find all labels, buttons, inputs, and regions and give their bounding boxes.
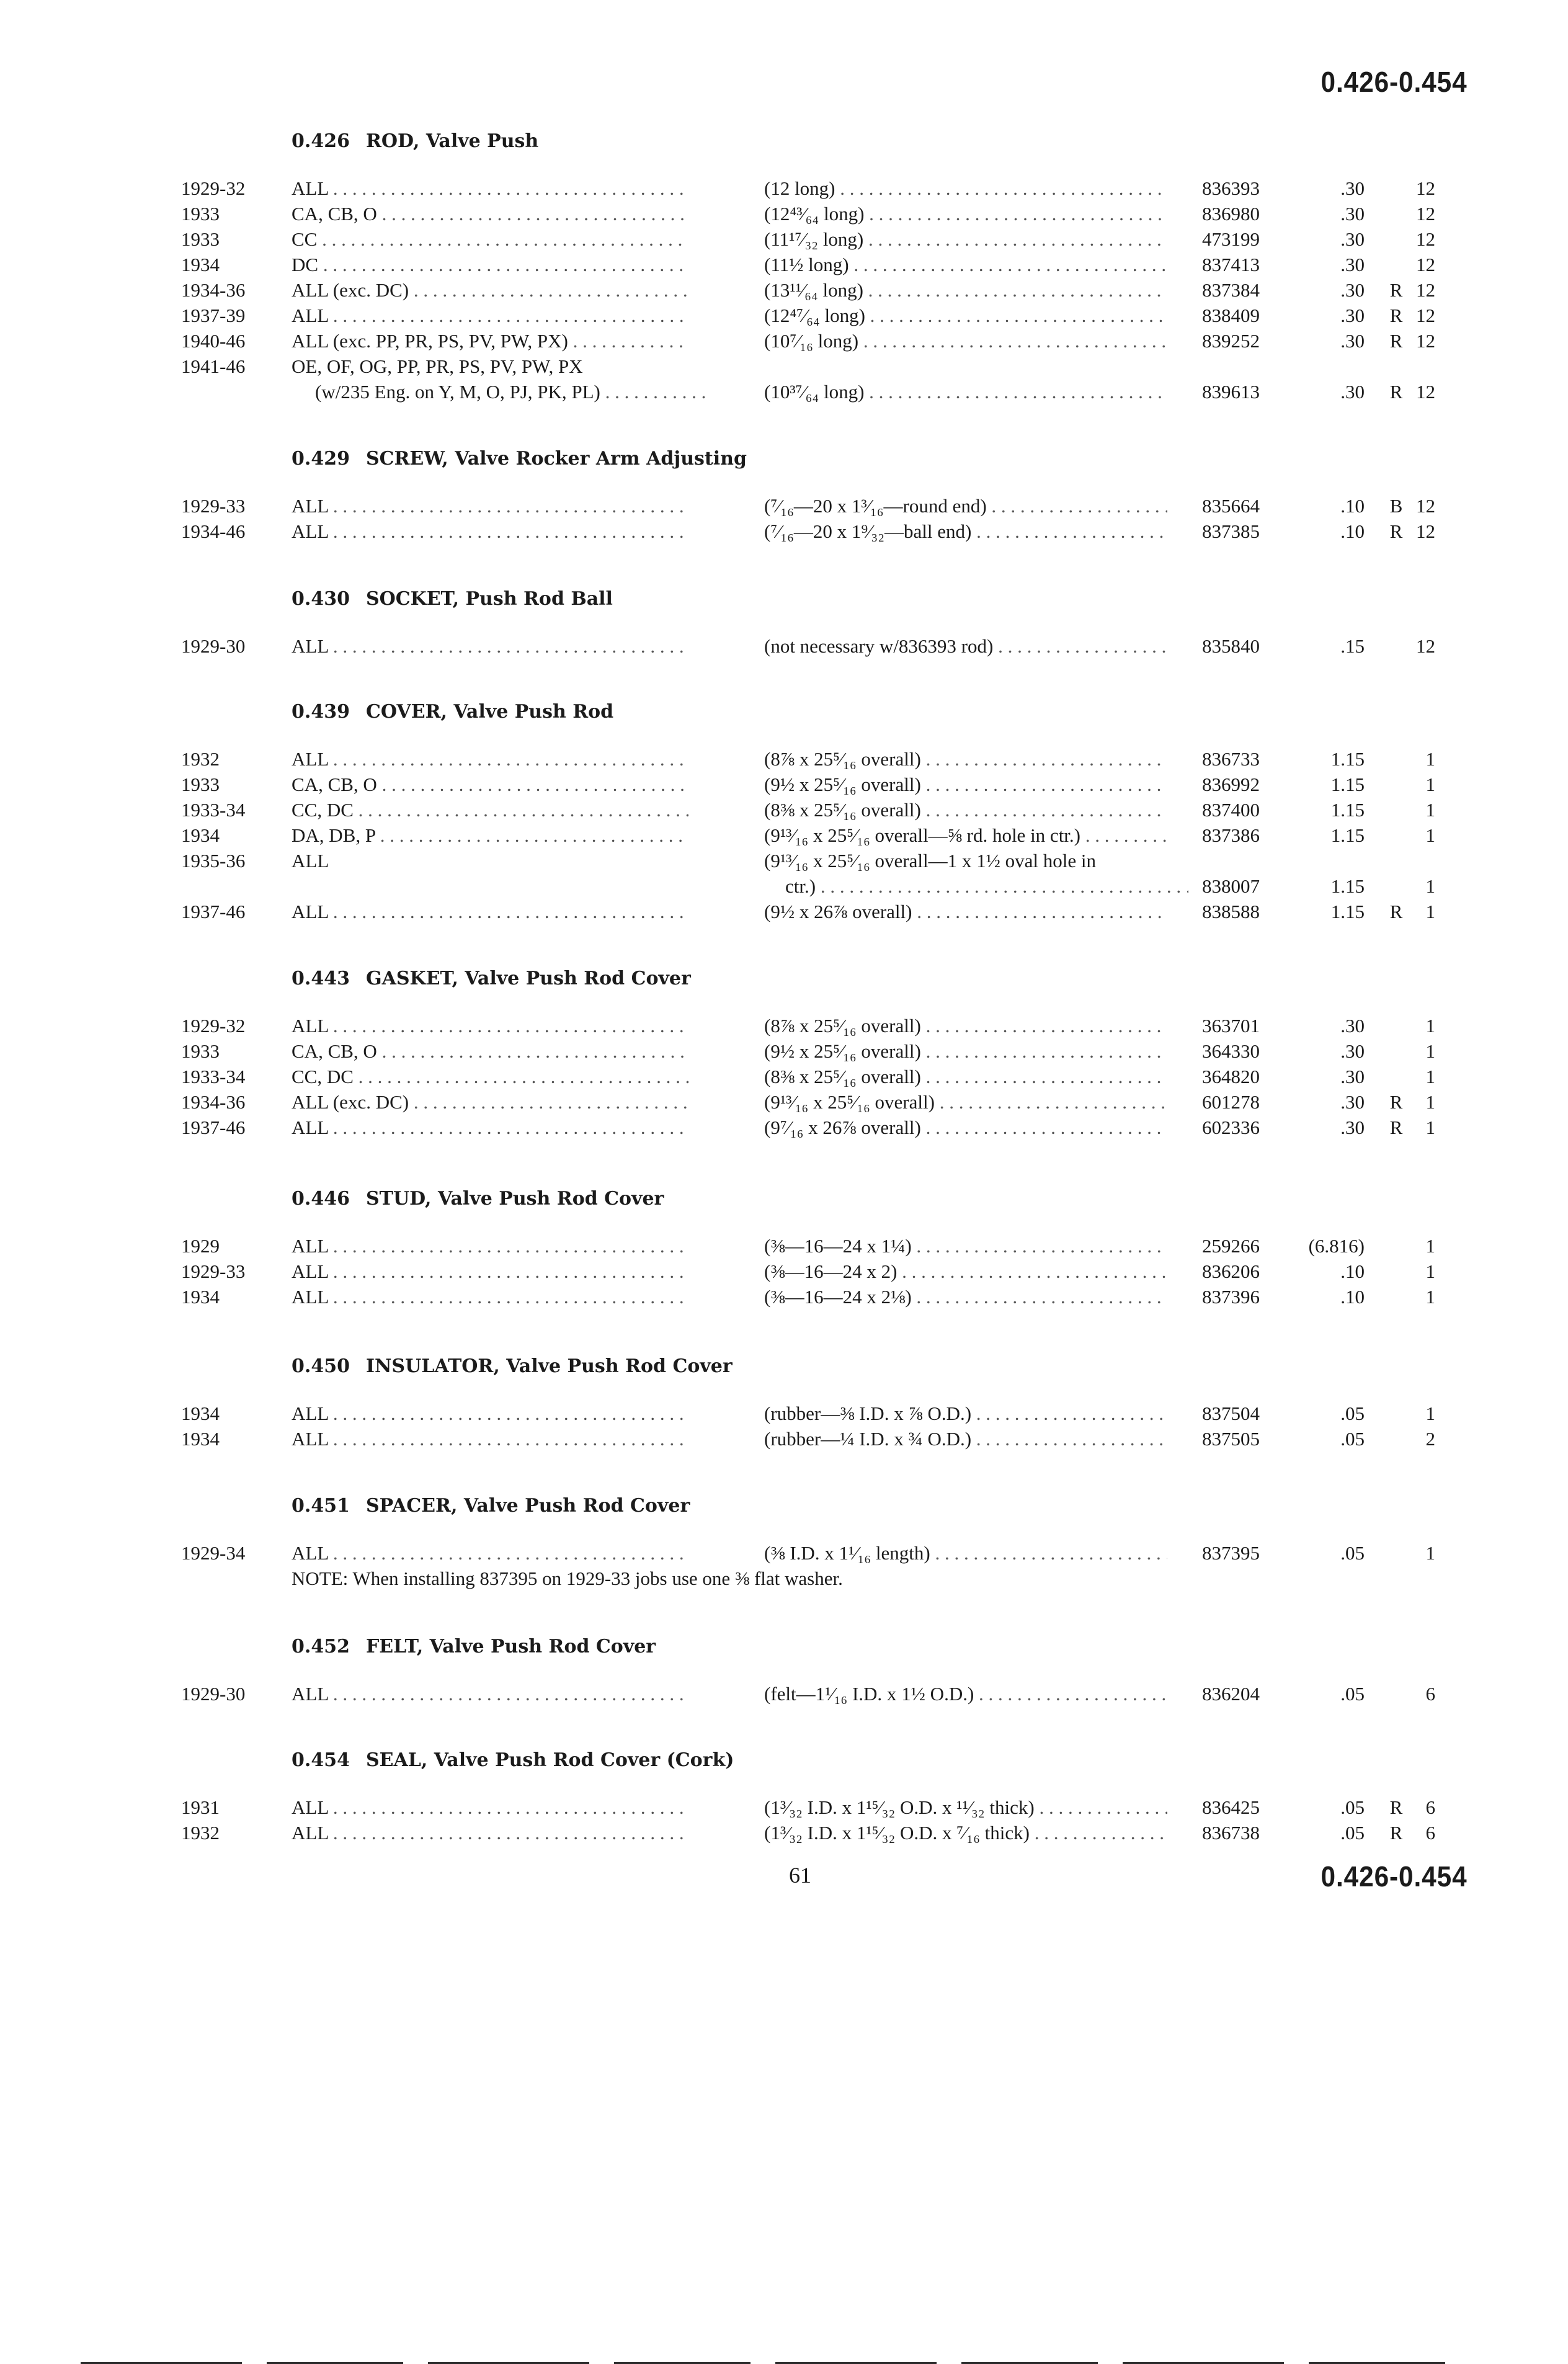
flag-cell: R (1389, 520, 1403, 542)
part-number-cell: 837395 (1202, 1542, 1260, 1564)
description-cell: (12⁴³⁄₆₄ long) . . . (764, 203, 1167, 225)
year-cell: 1934 (181, 824, 220, 846)
part-row (0, 279, 1568, 304)
description-cell: (9½ x 25⁵⁄₁₆ overall) . . . (764, 1040, 1167, 1063)
price-cell: .05 (1340, 1542, 1365, 1564)
flag-cell: R (1389, 901, 1403, 922)
description-cell: (felt—1¹⁄₁₆ I.D. x 1½ O.D.) . . . (764, 1683, 1167, 1705)
part-row (0, 177, 1568, 202)
part-number-cell: 837413 (1202, 254, 1260, 275)
model-cell: ALL . . . (292, 1428, 688, 1450)
part-row (0, 748, 1568, 773)
year-cell: 1929-34 (181, 1542, 246, 1564)
part-number-cell: 836206 (1202, 1260, 1260, 1282)
quantity-cell: 1 (1425, 1117, 1435, 1138)
section-heading (292, 588, 613, 610)
model-cell: ALL . . . (292, 495, 688, 517)
description-cell: (9½ x 26⅞ overall) . . . (764, 901, 1167, 923)
description-cell: (9¹³⁄₁₆ x 25⁵⁄₁₆ overall) . . . (764, 1091, 1167, 1113)
quantity-cell: 1 (1425, 1040, 1435, 1062)
section-heading (292, 701, 613, 723)
price-cell: .30 (1340, 254, 1365, 275)
part-row (0, 228, 1568, 253)
quantity-cell: 12 (1416, 228, 1435, 250)
description-cell: (11¹⁷⁄₃₂ long) . . . (764, 228, 1167, 251)
section-title: ROD, Valve Push (365, 130, 539, 152)
part-row (0, 355, 1568, 380)
part-number-cell: 839613 (1202, 381, 1260, 403)
model-cell: ALL (292, 850, 329, 872)
model-cell: ALL . . . (292, 1260, 688, 1283)
part-row (0, 774, 1568, 798)
quantity-cell: 12 (1416, 330, 1435, 352)
price-cell: .10 (1340, 520, 1365, 542)
section-heading (292, 1495, 690, 1517)
quantity-cell: 1 (1425, 1091, 1435, 1113)
part-row (0, 1040, 1568, 1065)
year-cell: 1937-39 (181, 305, 246, 326)
section-title: SCREW, Valve Rocker Arm Adjusting (365, 448, 747, 470)
section-code: 0.451 (292, 1495, 350, 1517)
part-row (0, 799, 1568, 824)
year-cell: 1929-30 (181, 1683, 246, 1705)
price-cell: .30 (1340, 177, 1365, 199)
section-code: 0.454 (292, 1749, 350, 1771)
model-cell: ALL . . . (292, 520, 688, 543)
part-number-cell: 837396 (1202, 1286, 1260, 1308)
quantity-cell: 1 (1425, 1235, 1435, 1257)
quantity-cell: 1 (1425, 1286, 1435, 1308)
section-heading (292, 1188, 664, 1210)
year-cell: 1937-46 (181, 1117, 246, 1138)
part-number-cell: 602336 (1202, 1117, 1260, 1138)
quantity-cell: 6 (1425, 1796, 1435, 1818)
price-cell: .30 (1340, 330, 1365, 352)
model-cell: ALL . . . (292, 1542, 688, 1564)
description-cell: (⅜—16—24 x 2⅛) . . . (764, 1286, 1167, 1308)
part-row (0, 1428, 1568, 1453)
part-row (0, 875, 1568, 900)
quantity-cell: 2 (1425, 1428, 1435, 1450)
quantity-cell: 12 (1416, 381, 1435, 403)
part-number-cell: 835840 (1202, 635, 1260, 657)
year-cell: 1934-36 (181, 279, 246, 301)
model-cell: ALL . . . (292, 1403, 688, 1425)
price-cell: .10 (1340, 495, 1365, 517)
part-row (0, 1796, 1568, 1821)
section-heading (292, 448, 747, 470)
price-cell: .05 (1340, 1683, 1365, 1705)
quantity-cell: 6 (1425, 1683, 1435, 1705)
section-heading (292, 1355, 733, 1377)
part-number-cell: 836425 (1202, 1796, 1260, 1818)
year-cell: 1934 (181, 1286, 220, 1308)
model-cell: CA, CB, O . . . (292, 1040, 688, 1063)
year-cell: 1934-36 (181, 1091, 246, 1113)
price-cell: 1.15 (1330, 799, 1365, 821)
section-code: 0.452 (292, 1636, 350, 1657)
description-cell: (8⅜ x 25⁵⁄₁₆ overall) . . . (764, 1066, 1167, 1088)
part-row (0, 1260, 1568, 1285)
part-number-cell: 838007 (1202, 875, 1260, 897)
part-number-cell: 473199 (1202, 228, 1260, 250)
quantity-cell: 1 (1425, 799, 1435, 821)
description-cell: (8⅜ x 25⁵⁄₁₆ overall) . . . (764, 799, 1167, 821)
price-cell: .30 (1340, 279, 1365, 301)
year-cell: 1934-46 (181, 520, 246, 542)
year-cell: 1941-46 (181, 355, 246, 377)
price-cell: 1.15 (1330, 901, 1365, 922)
part-row (0, 305, 1568, 329)
quantity-cell: 1 (1425, 875, 1435, 897)
model-cell: ALL (exc. DC) . . . (292, 1091, 688, 1113)
price-cell: .30 (1340, 1066, 1365, 1087)
flag-cell: R (1389, 1822, 1403, 1844)
section-title: FELT, Valve Push Rod Cover (365, 1636, 656, 1657)
section-title: INSULATOR, Valve Push Rod Cover (365, 1355, 733, 1377)
model-cell: CC, DC . . . (292, 799, 688, 821)
description-cell: (11½ long) . . . (764, 254, 1167, 276)
description-cell: (9¹³⁄₁₆ x 25⁵⁄₁₆ overall—⅝ rd. hole in ctr.) . . . (764, 824, 1167, 847)
model-cell: ALL . . . (292, 1683, 688, 1705)
quantity-cell: 1 (1425, 1542, 1435, 1564)
part-row (0, 1542, 1568, 1567)
description-cell: (rubber—¼ I.D. x ¾ O.D.) . . . (764, 1428, 1167, 1450)
flag-cell: R (1389, 330, 1403, 352)
description-cell: (9½ x 25⁵⁄₁₆ overall) . . . (764, 774, 1167, 796)
model-cell: ALL . . . (292, 1796, 688, 1819)
part-row (0, 330, 1568, 355)
part-number-cell: 836733 (1202, 748, 1260, 770)
model-cell: DA, DB, P . . . (292, 824, 688, 847)
section-heading (292, 1749, 734, 1771)
year-cell: 1931 (181, 1796, 220, 1818)
year-cell: 1932 (181, 748, 220, 770)
part-number-cell: 837504 (1202, 1403, 1260, 1424)
description-cell: (rubber—⅜ I.D. x ⅞ O.D.) . . . (764, 1403, 1167, 1425)
flag-cell: R (1389, 1117, 1403, 1138)
model-cell: ALL . . . (292, 1117, 688, 1139)
model-cell: CA, CB, O . . . (292, 774, 688, 796)
description-cell: (10³⁷⁄₆₄ long) . . . (764, 381, 1167, 403)
description-cell: (9⁷⁄₁₆ x 26⅞ overall) . . . (764, 1117, 1167, 1139)
description-cell: (13¹¹⁄₆₄ long) . . . (764, 279, 1167, 301)
section-code: 0.426 (292, 130, 350, 152)
quantity-cell: 12 (1416, 495, 1435, 517)
quantity-cell: 1 (1425, 1015, 1435, 1037)
price-cell: 1.15 (1330, 748, 1365, 770)
year-cell: 1935-36 (181, 850, 246, 872)
part-row (0, 850, 1568, 875)
section-code: 0.439 (292, 701, 350, 723)
part-number-cell: 364820 (1202, 1066, 1260, 1087)
year-cell: 1929-32 (181, 1015, 246, 1037)
section-heading (292, 1636, 656, 1657)
quantity-cell: 1 (1425, 1066, 1435, 1087)
part-number-cell: 836980 (1202, 203, 1260, 225)
section-title: SPACER, Valve Push Rod Cover (365, 1495, 690, 1517)
flag-cell: R (1389, 381, 1403, 403)
section-title: SOCKET, Push Rod Ball (365, 588, 613, 610)
price-cell: .05 (1340, 1796, 1365, 1818)
section-code: 0.443 (292, 968, 350, 989)
quantity-cell: 12 (1416, 203, 1435, 225)
part-row (0, 1403, 1568, 1427)
part-number-cell: 837400 (1202, 799, 1260, 821)
year-cell: 1933 (181, 203, 220, 225)
part-number-cell: 837505 (1202, 1428, 1260, 1450)
description-cell: (8⅞ x 25⁵⁄₁₆ overall) . . . (764, 1015, 1167, 1037)
description-cell: (12 long) . . . (764, 177, 1167, 200)
model-cell: ALL . . . (292, 748, 688, 770)
model-cell: CC, DC . . . (292, 1066, 688, 1088)
price-cell: .15 (1340, 635, 1365, 657)
price-cell: .30 (1340, 1117, 1365, 1138)
flag-cell: R (1389, 279, 1403, 301)
part-row (0, 1117, 1568, 1141)
quantity-cell: 1 (1425, 901, 1435, 922)
year-cell: 1932 (181, 1822, 220, 1844)
year-cell: 1929-33 (181, 495, 246, 517)
part-row (0, 635, 1568, 660)
section-note: NOTE: When installing 837395 on 1929-33 jobs use one ⅜ flat washer. (292, 1568, 843, 1589)
description-cell: (1³⁄₃₂ I.D. x 1¹⁵⁄₃₂ O.D. x ¹¹⁄₃₂ thick) . . . (764, 1796, 1167, 1819)
price-cell: .30 (1340, 203, 1365, 225)
price-cell: .05 (1340, 1822, 1365, 1844)
year-cell: 1933-34 (181, 799, 246, 821)
section-code: 0.450 (292, 1355, 350, 1377)
part-number-cell: 364330 (1202, 1040, 1260, 1062)
model-cell: CA, CB, O . . . (292, 203, 688, 225)
price-cell: 1.15 (1330, 875, 1365, 897)
part-number-cell: 839252 (1202, 330, 1260, 352)
price-cell: .30 (1340, 228, 1365, 250)
quantity-cell: 12 (1416, 254, 1435, 275)
price-cell: .10 (1340, 1286, 1365, 1308)
quantity-cell: 1 (1425, 1403, 1435, 1424)
part-row (0, 824, 1568, 849)
part-row (0, 1066, 1568, 1091)
flag-cell: R (1389, 1796, 1403, 1818)
quantity-cell: 1 (1425, 824, 1435, 846)
description-cell: (⁷⁄₁₆—20 x 1³⁄₁₆—round end) . . . (764, 495, 1167, 517)
page-range-bottom: 0.426-0.454 (1321, 1860, 1468, 1893)
quantity-cell: 1 (1425, 748, 1435, 770)
year-cell: 1933 (181, 228, 220, 250)
section-title: SEAL, Valve Push Rod Cover (Cork) (365, 1749, 734, 1771)
quantity-cell: 6 (1425, 1822, 1435, 1844)
price-cell: .05 (1340, 1428, 1365, 1450)
part-number-cell: 836992 (1202, 774, 1260, 795)
model-cell: CC . . . (292, 228, 688, 251)
year-cell: 1933 (181, 1040, 220, 1062)
model-cell: ALL . . . (292, 635, 688, 658)
part-row (0, 1235, 1568, 1260)
section-title: GASKET, Valve Push Rod Cover (365, 968, 691, 989)
section-title: STUD, Valve Push Rod Cover (365, 1188, 664, 1210)
model-cell: ALL (exc. PP, PR, PS, PV, PW, PX) . . . (292, 330, 688, 352)
year-cell: 1929-33 (181, 1260, 246, 1282)
part-number-cell: 259266 (1202, 1235, 1260, 1257)
model-cell: ALL . . . (292, 305, 688, 327)
price-cell: .05 (1340, 1403, 1365, 1424)
part-number-cell: 837386 (1202, 824, 1260, 846)
year-cell: 1933-34 (181, 1066, 246, 1087)
model-cell: ALL . . . (292, 1822, 688, 1844)
part-number-cell: 837385 (1202, 520, 1260, 542)
quantity-cell: 1 (1425, 1260, 1435, 1282)
part-number-cell: 838588 (1202, 901, 1260, 922)
description-cell: (⅜ I.D. x 1¹⁄₁₆ length) . . . (764, 1542, 1167, 1564)
model-cell: (w/235 Eng. on Y, M, O, PJ, PK, PL) . . . (315, 381, 712, 403)
section-code: 0.429 (292, 448, 350, 470)
section-code: 0.446 (292, 1188, 350, 1210)
part-row (0, 1822, 1568, 1847)
year-cell: 1934 (181, 1403, 220, 1424)
year-cell: 1929 (181, 1235, 220, 1257)
year-cell: 1929-32 (181, 177, 246, 199)
model-cell: ALL . . . (292, 1235, 688, 1257)
year-cell: 1940-46 (181, 330, 246, 352)
year-cell: 1937-46 (181, 901, 246, 922)
part-row (0, 1683, 1568, 1708)
part-number-cell: 601278 (1202, 1091, 1260, 1113)
quantity-cell: 12 (1416, 305, 1435, 326)
part-number-cell: 837384 (1202, 279, 1260, 301)
quantity-cell: 12 (1416, 177, 1435, 199)
description-cell: (9¹³⁄₁₆ x 25⁵⁄₁₆ overall—1 x 1½ oval hole in (764, 850, 1096, 872)
description-cell: (12⁴⁷⁄₆₄ long) . . . (764, 305, 1167, 327)
description-cell: (⅜—16—24 x 1¼) . . . (764, 1235, 1167, 1257)
model-cell: ALL . . . (292, 177, 688, 200)
price-cell: .30 (1340, 305, 1365, 326)
model-cell: ALL (exc. DC) . . . (292, 279, 688, 301)
description-cell: (8⅞ x 25⁵⁄₁₆ overall) . . . (764, 748, 1167, 770)
price-cell: .30 (1340, 1091, 1365, 1113)
description-cell: (10⁷⁄₁₆ long) . . . (764, 330, 1167, 352)
part-row (0, 254, 1568, 279)
part-row (0, 495, 1568, 520)
price-cell: .10 (1340, 1260, 1365, 1282)
part-row (0, 203, 1568, 228)
model-cell: OE, OF, OG, PP, PR, PS, PV, PW, PX (292, 355, 583, 377)
price-cell: .30 (1340, 1015, 1365, 1037)
part-row (0, 381, 1568, 406)
price-cell: (6.816) (1308, 1235, 1365, 1257)
section-heading (292, 968, 691, 989)
part-number-cell: 836204 (1202, 1683, 1260, 1705)
quantity-cell: 1 (1425, 774, 1435, 795)
section-code: 0.430 (292, 588, 350, 610)
model-cell: ALL . . . (292, 1286, 688, 1308)
model-cell: DC . . . (292, 254, 688, 276)
section-heading (292, 130, 538, 152)
description-cell: (1³⁄₃₂ I.D. x 1¹⁵⁄₃₂ O.D. x ⁷⁄₁₆ thick) . . . (764, 1822, 1167, 1844)
part-number-cell: 836738 (1202, 1822, 1260, 1844)
part-row (0, 1015, 1568, 1040)
price-cell: 1.15 (1330, 774, 1365, 795)
part-row (0, 520, 1568, 545)
description-cell: (⅜—16—24 x 2) . . . (764, 1260, 1167, 1283)
page-folio: 61 (789, 1863, 811, 1888)
description-cell: ctr.) . . . (785, 875, 1188, 898)
quantity-cell: 12 (1416, 635, 1435, 657)
model-cell: ALL . . . (292, 901, 688, 923)
part-number-cell: 835664 (1202, 495, 1260, 517)
quantity-cell: 12 (1416, 520, 1435, 542)
part-row (0, 1091, 1568, 1116)
price-cell: .30 (1340, 1040, 1365, 1062)
part-row (0, 1286, 1568, 1311)
price-cell: .30 (1340, 381, 1365, 403)
model-cell: ALL . . . (292, 1015, 688, 1037)
page-range-top: 0.426-0.454 (1321, 66, 1468, 98)
part-number-cell: 836393 (1202, 177, 1260, 199)
section-title: COVER, Valve Push Rod (365, 701, 614, 723)
quantity-cell: 12 (1416, 279, 1435, 301)
flag-cell: B (1389, 495, 1403, 517)
flag-cell: R (1389, 1091, 1403, 1113)
year-cell: 1934 (181, 254, 220, 275)
year-cell: 1934 (181, 1428, 220, 1450)
part-number-cell: 363701 (1202, 1015, 1260, 1037)
part-number-cell: 838409 (1202, 305, 1260, 326)
flag-cell: R (1389, 305, 1403, 326)
part-row (0, 901, 1568, 926)
description-cell: (not necessary w/836393 rod) . . . (764, 635, 1167, 658)
year-cell: 1929-30 (181, 635, 246, 657)
price-cell: 1.15 (1330, 824, 1365, 846)
year-cell: 1933 (181, 774, 220, 795)
description-cell: (⁷⁄₁₆—20 x 1⁹⁄₃₂—ball end) . . . (764, 520, 1167, 543)
